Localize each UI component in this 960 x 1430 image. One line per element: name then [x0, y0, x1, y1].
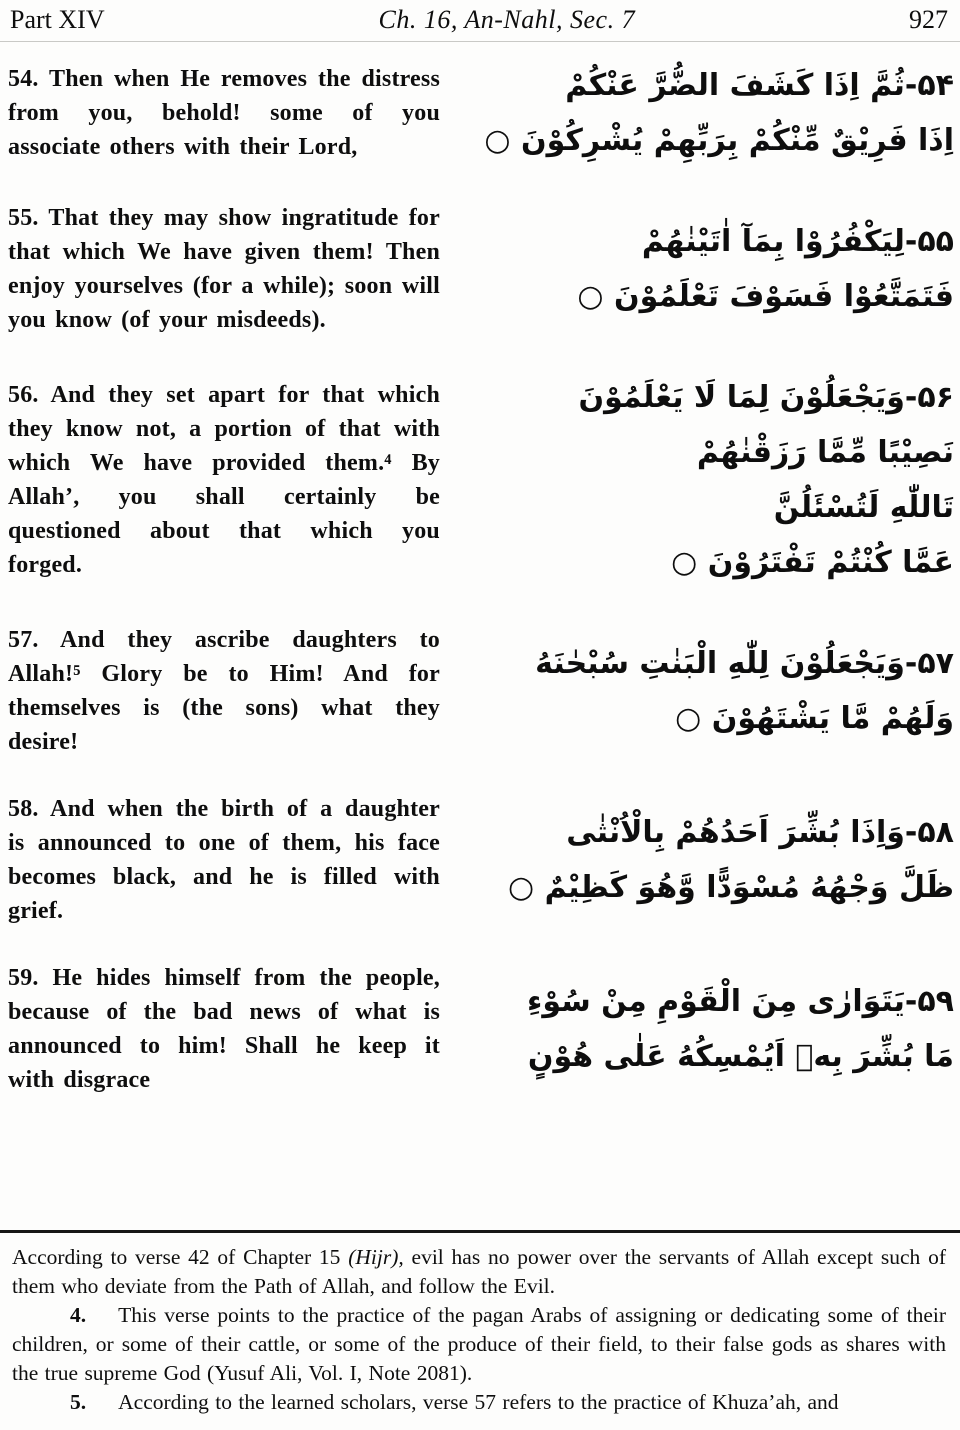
arabic-verse-56	[458, 370, 954, 590]
footnote-5-number: 5.	[70, 1390, 87, 1414]
arabic-line: ۵۸-وَاِذَا بُشِّرَ اَحَدُهُمْ بِالْاُنْثٰى	[566, 815, 954, 850]
arabic-line: وَلَهُمْ مَّا يَشْتَهُوْنَ ○	[675, 701, 954, 736]
arabic-verse-58	[458, 805, 954, 915]
arabic-line: عَمَّا كُنْتُمْ تَفْتَرُوْنَ ○	[671, 545, 954, 580]
footnote-continuation	[12, 1243, 946, 1301]
footnote-continuation-pre: According to verse 42 of Chapter 15	[12, 1245, 349, 1269]
footnote-5-text: According to the learned scholars, verse 57 refers to the practice of Khuza’ah, and	[118, 1390, 839, 1414]
english-verse-58: 58. And when the birth of a daughter is announced to one of them, his face becomes black, and he is filled with grief.	[8, 796, 440, 924]
english-verse-57: 57. And they ascribe daughters to Allah!⁵ Glory be to Him! And for themselves is (the sons) what they desire!	[8, 627, 440, 755]
arabic-line: نَصِيْبًا مِّمَّا رَزَقْنٰهُمْ	[696, 435, 954, 470]
arabic-verse-59	[458, 974, 954, 1084]
verse-row-55	[8, 201, 954, 337]
arabic-line: فَتَمَتَّعُوْا فَسَوْفَ تَعْلَمُوْنَ ○	[577, 279, 954, 314]
arabic-line: اِذَا فَرِيْقٌ مِّنْكُمْ بِرَبِّهِمْ يُشْرِكُوْنَ ○	[484, 123, 954, 158]
arabic-line: تَاللّٰهِ لَتُسْئَلُنَّ	[773, 490, 954, 525]
footnote-continuation-italic: (Hijr),	[348, 1245, 404, 1269]
verse-row-58	[8, 792, 954, 928]
header-page-number: 927	[909, 5, 948, 34]
english-verse-55: 55. That they may show ingratitude for that which We have given them! Then enjoy yourselves (for a while); soon will you know (of your misdeeds).	[8, 205, 440, 333]
arabic-line: ۵۹-يَتَوَارٰى مِنَ الْقَوْمِ مِنْ سُوْءِ	[527, 984, 954, 1019]
arabic-verse-55	[458, 214, 954, 324]
english-verse-56: 56. And they set apart for that which they know not, a portion of that with which We have provided them.⁴ By Allah’, you shall certainly be questioned about that which you forged.	[8, 382, 440, 578]
footnotes-section	[0, 1230, 960, 1417]
english-verse-59: 59. He hides himself from the people, because of the bad news of what is announced to him! Shall he keep it with disgrace	[8, 965, 440, 1093]
english-verse-54: 54. Then when He removes the distress from you, behold! some of you associate others with their Lord,	[8, 66, 440, 160]
arabic-line: ۵۵-لِيَكْفُرُوْا بِمَآ اٰتَيْنٰهُمْ	[641, 224, 954, 259]
header-chapter-title: Ch. 16, An-Nahl, Sec. 7	[378, 5, 636, 34]
footnote-4-text: This verse points to the practice of the pagan Arabs of assigning or dedicating some of their children, or some of their cattle, or some of the produce of their field, to their false gods as shares with the true supreme God (Yusuf Ali, Vol. I, Note 2081).	[12, 1303, 946, 1385]
verse-row-57	[8, 623, 954, 759]
footnote-4	[12, 1301, 946, 1388]
arabic-line: ۵۷-وَيَجْعَلُوْنَ لِلّٰهِ الْبَنٰتِ سُبْحٰنَهُ	[535, 646, 954, 681]
arabic-line: ظَلَّ وَجْهُهُ مُسْوَدًّا وَّهُوَ كَظِيْمٌ ○	[508, 870, 954, 905]
verse-row-54	[8, 58, 954, 168]
arabic-line: ۵۶-وَيَجْعَلُوْنَ لِمَا لَا يَعْلَمُوْنَ	[578, 380, 954, 415]
verse-row-59	[8, 961, 954, 1097]
arabic-verse-54	[458, 58, 954, 168]
footnote-5	[12, 1388, 946, 1417]
arabic-line: مَا بُشِّرَ بِهٖ اَيُمْسِكُهُ عَلٰى هُوْنٍ	[527, 1039, 954, 1074]
header-part-label: Part XIV	[10, 5, 105, 34]
page-header	[0, 0, 960, 37]
footnote-continuation-post: evil has no power over the servants of Allah except such of them who deviate from the Path of Allah, and follow the Evil.	[12, 1245, 946, 1298]
verse-body	[0, 42, 960, 1097]
arabic-verse-57	[458, 636, 954, 746]
footnote-text-block	[0, 1233, 960, 1417]
footnote-4-number: 4.	[70, 1303, 87, 1327]
arabic-line: ۵۴-ثُمَّ اِذَا كَشَفَ الضُّرَّ عَنْكُمْ	[565, 68, 954, 103]
verse-row-56	[8, 370, 954, 590]
